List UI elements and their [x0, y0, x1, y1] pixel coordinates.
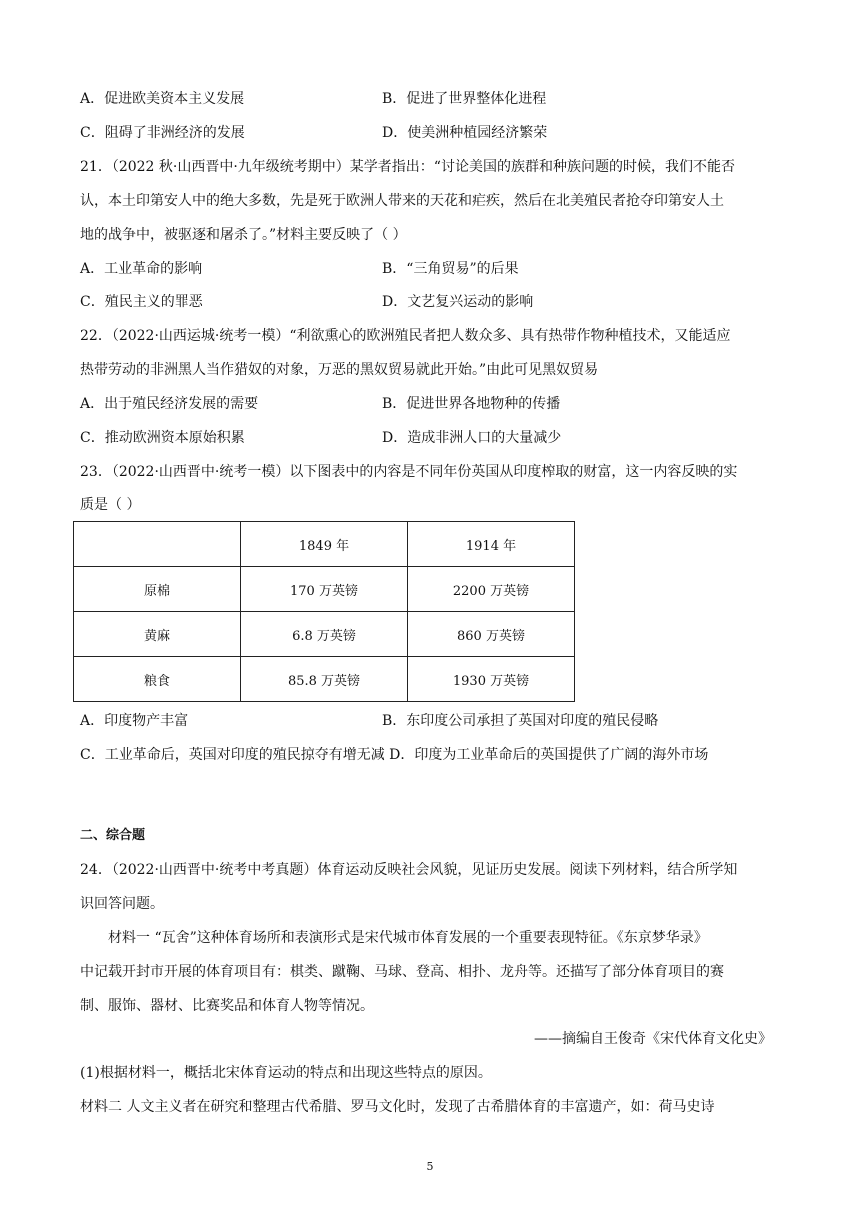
- material-1-line2: 中记载开封市开展的体育项目有：棋类、蹴鞠、马球、登高、相扑、龙舟等。还描写了部分体育项目的赛: [80, 964, 724, 980]
- material-1-line3: 制、服饰、器材、比赛奖品和体育人物等情况。: [80, 998, 374, 1014]
- q20-option-a: A．促进欧美资本主义发展: [80, 91, 245, 107]
- material-1-source: ——摘编自王俊奇《宋代体育文化史》: [534, 1031, 772, 1047]
- table-row: [74, 567, 575, 612]
- q23-option-b: B．东印度公司承担了英国对印度的殖民侵略: [382, 713, 659, 729]
- q22-option-a: A．出于殖民经济发展的需要: [80, 396, 259, 412]
- table-cell: 6.8 万英镑: [241, 612, 408, 657]
- q21-stem-line1: 21．（2022 秋·山西晋中·九年级统考期中）某学者指出：“讨论美国的族群和种族问题的时候，我们不能否: [80, 159, 735, 175]
- section-title: 二、综合题: [80, 828, 146, 843]
- q22-stem-line2: 热带劳动的非洲黑人当作猎奴的对象，万恶的黑奴贸易就此开始。”由此可见黑奴贸易: [80, 362, 599, 378]
- q20-option-d: D．使美洲种植园经济繁荣: [382, 125, 548, 141]
- q23-wealth-table: [73, 521, 575, 702]
- q22-stem-line1: 22．（2022·山西运城·统考一模）“利欲熏心的欧洲殖民者把人数众多、具有热带作物种植技术，又能适应: [80, 328, 731, 344]
- table-header-row: [74, 522, 575, 567]
- table-cell: 1930 万英镑: [408, 657, 575, 702]
- q23-option-a: A．印度物产丰富: [80, 713, 189, 729]
- q20-option-b: B．促进了世界整体化进程: [382, 91, 547, 107]
- q21-option-b: B．“三角贸易”的后果: [382, 261, 519, 277]
- q21-option-a: A．工业革命的影响: [80, 261, 203, 277]
- table-cell: 原棉: [74, 567, 241, 612]
- q24-subquestion-1: (1)根据材料一，概括北宋体育运动的特点和出现这些特点的原因。: [80, 1065, 492, 1081]
- material-1-line1: 材料一 “瓦舍”这种体育场所和表演形式是宋代城市体育发展的一个重要表现特征。《东京梦华录》: [108, 930, 708, 946]
- q21-option-c: C．殖民主义的罪恶: [80, 294, 203, 310]
- table-header-cell: 1849 年: [241, 522, 408, 567]
- q22-option-d: D．造成非洲人口的大量减少: [382, 430, 562, 446]
- q23-option-cd: C．工业革命后，英国对印度的殖民掠夺有增无减 D．印度为工业革命后的英国提供了广阔的海外市场: [80, 747, 709, 763]
- q21-stem-line2: 认，本土印第安人中的绝大多数，先是死于欧洲人带来的天花和疟疾，然后在北美殖民者抢夺印第安人土: [80, 193, 724, 209]
- table-header-cell: 1914 年: [408, 522, 575, 567]
- q23-stem-line1: 23．（2022·山西晋中·统考一模）以下图表中的内容是不同年份英国从印度榨取的财富，这一内容反映的实: [80, 464, 738, 480]
- q23-stem-line2: 质是（ ）: [80, 497, 141, 513]
- table-cell: 85.8 万英镑: [241, 657, 408, 702]
- q20-option-c: C．阻碍了非洲经济的发展: [80, 125, 245, 141]
- q24-stem-line2: 识回答问题。: [80, 896, 164, 912]
- page-number: 5: [426, 1160, 434, 1173]
- q21-stem-line3: 地的战争中，被驱逐和屠杀了。”材料主要反映了（ ）: [80, 227, 407, 243]
- q22-option-b: B．促进世界各地物种的传播: [382, 396, 561, 412]
- material-2-line1: 材料二 人文主义者在研究和整理古代希腊、罗马文化时，发现了古希腊体育的丰富遗产，如：荷马史诗: [80, 1099, 715, 1115]
- table-cell: 860 万英镑: [408, 612, 575, 657]
- table-cell: 170 万英镑: [241, 567, 408, 612]
- table-cell: 黄麻: [74, 612, 241, 657]
- table-row: [74, 612, 575, 657]
- q21-option-d: D．文艺复兴运动的影响: [382, 294, 534, 310]
- q24-stem-line1: 24．（2022·山西晋中·统考中考真题）体育运动反映社会风貌，见证历史发展。阅读下列材料，结合所学知: [80, 862, 738, 878]
- table-header-cell: [74, 522, 241, 567]
- q22-option-c: C．推动欧洲资本原始积累: [80, 430, 245, 446]
- table-cell: 粮食: [74, 657, 241, 702]
- table-row: [74, 657, 575, 702]
- table-cell: 2200 万英镑: [408, 567, 575, 612]
